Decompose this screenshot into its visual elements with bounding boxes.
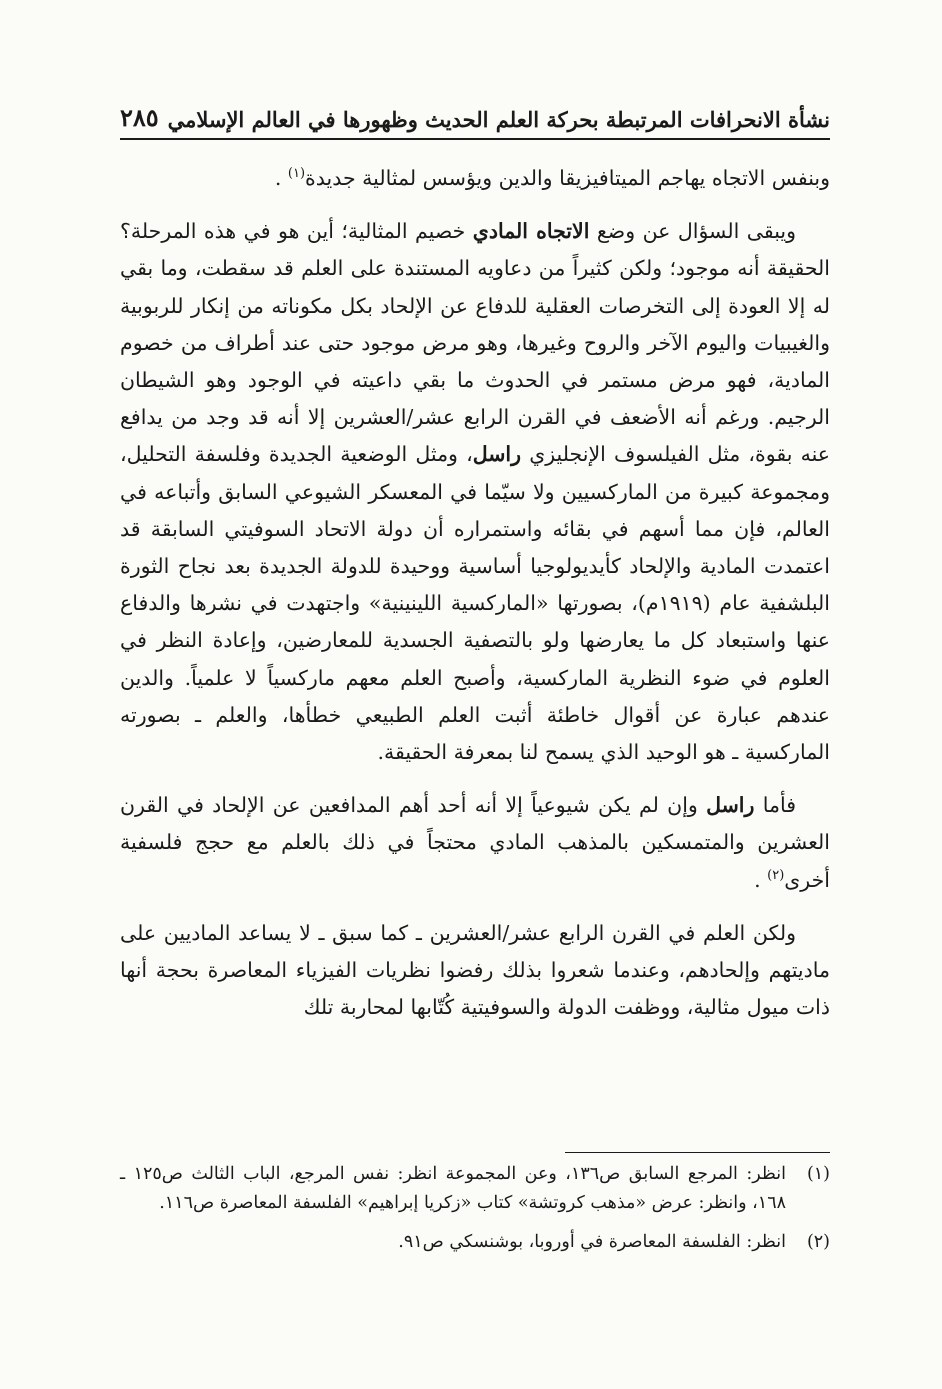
footnote-2-text: انظر: الفلسفة المعاصرة في أوروبا، بوشنسكي ص٩١. xyxy=(398,1232,786,1252)
footnote-ref-1: (١) xyxy=(287,166,306,182)
footnote-ref-2: (٢) xyxy=(767,867,785,883)
bold-term-russell: راسل xyxy=(472,442,522,467)
paragraph-1-end: . xyxy=(274,166,282,190)
main-text xyxy=(120,160,830,1042)
paragraph-2 xyxy=(120,213,830,771)
paragraph-2-part-3: ، ومثل الوضعية الجديدة وفلسفة التحليل، ومجموعة كبيرة من الماركسيين ولا سيّما في المعسكر الشيوعي السابق وأتباعه في العالم، فإن مما أسهم في بقائه واستمراره أن دولة الاتحاد السوفيتي السابقة قد اعتمدت المادية والإلحاد كأيديولوجيا أساسية ووحيدة للدولة الجديدة بعد نجاح الثورة البلشفية عام (١٩١٩م)، بصورتها «الماركسية اللينينية» واجتهدت في نشرها والدفاع عنها واستبعاد كل ما يعارضها ولو بالتصفية الجسدية للمعارضين، وإعادة النظر في العلوم في ضوء النظرية الماركسية، وأصبح العلم معهم ماركسياً لا علمياً. والدين عندهم عبارة عن أقوال خاطئة أثبت العلم الطبيعي خطأها، والعلم ـ بصورته الماركسية ـ هو الوحيد الذي يسمح لنا بمعرفة الحقيقة. xyxy=(120,442,831,765)
paragraph-1 xyxy=(120,160,830,197)
page-number: ٢٨٥ xyxy=(120,103,159,132)
paragraph-3 xyxy=(120,787,830,899)
footnote-1-text: انظر: المرجع السابق ص١٣٦، وعن المجموعة انظر: نفس المرجع، الباب الثالث ص١٢٥ ـ ١٦٨، وانظر: عرض «مذهب كروتشة» كتاب «زكريا إبراهيم» الفلسفة المعاصرة ص١١٦. xyxy=(120,1164,786,1213)
paragraph-3-part-2: وإن لم يكن شيوعياً إلا أنه أحد أهم المدافعين عن الإلحاد في القرن العشرين والمتمسكين بالمذهب المادي محتجاً في ذلك بالعلم مع حجج فلسفية أخرى xyxy=(120,793,830,892)
footnote-2 xyxy=(120,1228,830,1257)
running-header xyxy=(120,96,830,140)
bold-term-russell-2: راسل xyxy=(706,793,755,818)
footnote-separator xyxy=(565,1152,830,1153)
paragraph-4 xyxy=(120,915,830,1027)
footnotes xyxy=(120,1160,830,1267)
paragraph-4-text: ولكن العلم في القرن الرابع عشر/العشرين ـ كما سبق ـ لا يساعد الماديين على ماديتهم وإلحادهم، وعندما شعروا بذلك رفضوا نظريات الفيزياء المعاصرة بحجة أنها ذات ميول مثالية، ووظفت الدولة والسوفيتية كُتّابها لمحاربة تلك xyxy=(120,920,830,1020)
footnote-2-number: (٢) xyxy=(806,1232,830,1252)
paragraph-1-text: وبنفس الاتجاه يهاجم الميتافيزيقا والدين ويؤسس لمثالية جديدة xyxy=(305,166,830,190)
footnote-1-number: (١) xyxy=(806,1164,830,1184)
paragraph-3-part-1: فأما xyxy=(754,793,796,818)
paragraph-2-part-2: خصيم المثالية؛ أين هو في هذه المرحلة؟ الحقيقة أنه موجود؛ ولكن كثيراً من دعاويه المستندة على العلم قد سقطت، وما بقي له إلا العودة إلى التخرصات العقلية للدفاع عن الإلحاد بكل مكوناته من إنكار للربوبية والغيبيات واليوم الآخر والروح وغيرها، وهو مرض موجود حتى عند أطراف من خصوم المادية، فهو مرض مستمر في الحدوث ما بقي داعيته في الوجود وهو الشيطان الرجيم. ورغم أنه الأضعف في القرن الرابع عشر/العشرين إلا أنه قد وجد من يدافع عنه بقوة، مثل الفيلسوف الإنجليزي xyxy=(120,219,830,467)
header-title: نشأة الانحرافات المرتبطة بحركة العلم الحديث وظهورها في العالم الإسلامي xyxy=(167,107,830,132)
bold-term-materialist: الاتجاه المادي xyxy=(472,219,590,244)
footnote-1 xyxy=(120,1160,830,1218)
paragraph-3-end: . xyxy=(754,867,761,892)
paragraph-2-part-1: ويبقى السؤال عن وضع xyxy=(589,219,796,244)
